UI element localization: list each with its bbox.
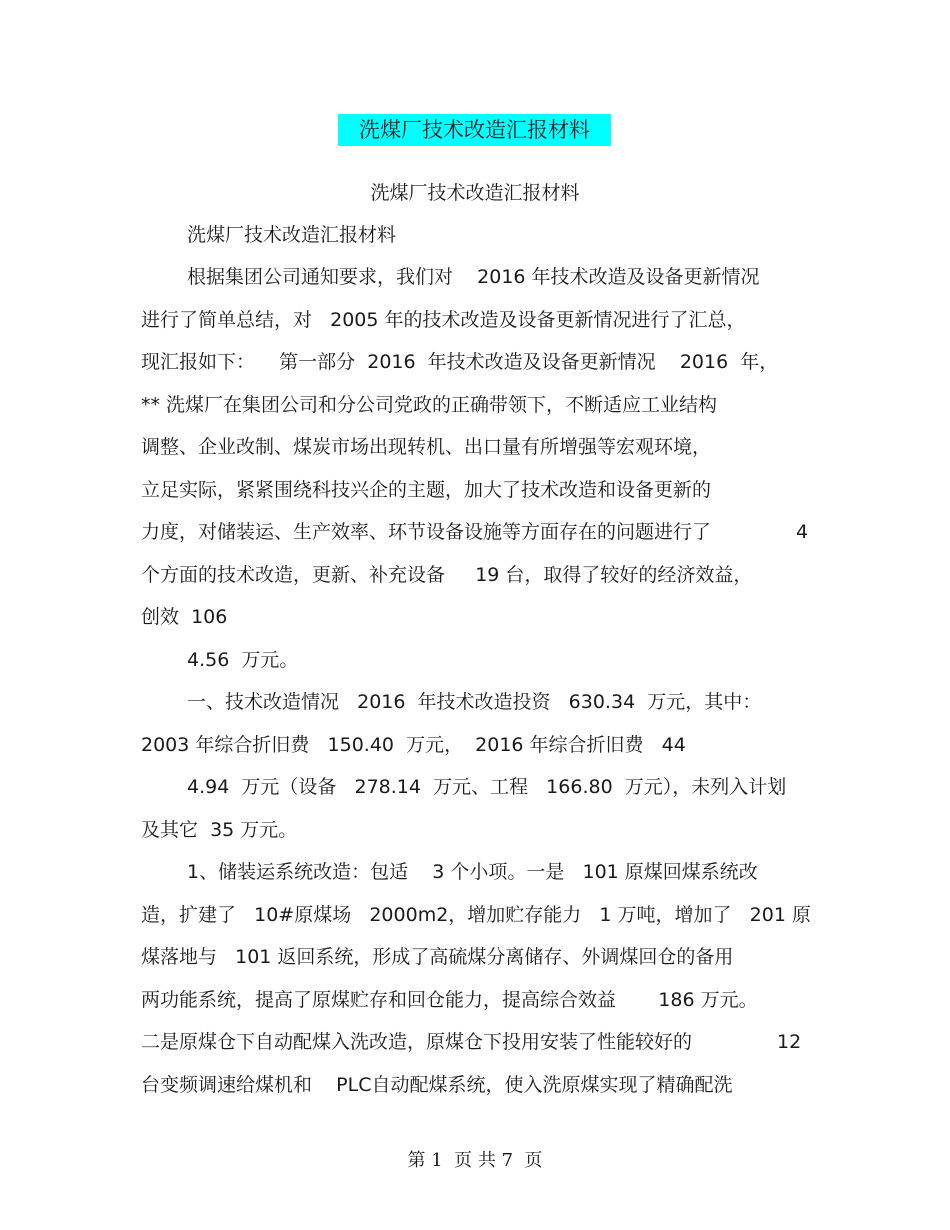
paragraph-line: 现汇报如下： 第一部分 2016 年技术改造及设备更新情况 2016 年， [141, 351, 779, 373]
paragraph-line: 创效 106 [141, 606, 228, 628]
paragraph-line: 二是原煤仓下自动配煤入洗改造，原煤仓下投用安装了性能较好的 [141, 1031, 693, 1053]
paragraph-line: 根据集团公司通知要求，我们对 2016 年技术改造及设备更新情况 [187, 266, 760, 288]
line-end-number: 4 [796, 521, 809, 543]
paragraph-line: 及其它 35 万元。 [141, 819, 298, 841]
paragraph-line: 一、技术改造情况 2016 年技术改造投资 630.34 万元，其中： [187, 691, 762, 713]
document-subtitle: 洗煤厂技术改造汇报材料 [370, 182, 580, 204]
paragraph-line: 调整、企业改制、煤炭市场出现转机、出口量有所增强等宏观环境， [141, 436, 712, 458]
paragraph-line: 造，扩建了 10#原煤场 2000m2，增加贮存能力 1 万吨，增加了 201 原 [141, 904, 811, 926]
paragraph-line: 立足实际，紧紧围绕科技兴企的主题，加大了技术改造和设备更新的 [141, 479, 712, 501]
paragraph-line: 洗煤厂技术改造汇报材料 [187, 224, 397, 246]
paragraph-line: 两功能系统，提高了原煤贮存和回仓能力，提高综合效益 186 万元。 [141, 989, 758, 1011]
paragraph-line: 4.56 万元。 [187, 649, 299, 671]
line-end-number: 12 [777, 1031, 802, 1053]
paragraph-line: 2003 年综合折旧费 150.40 万元， 2016 年综合折旧费 44 [141, 734, 686, 756]
paragraph-line: ** 洗煤厂在集团公司和分公司党政的正确带领下，不断适应工业结构 [141, 394, 718, 416]
page-footer: 第 1 页 共 7 页 [407, 1150, 543, 1171]
paragraph-line: 4.94 万元（设备 278.14 万元、工程 166.80 万元），未列入计划 [187, 776, 787, 798]
paragraph-line: 个方面的技术改造，更新、补充设备 19 台，取得了较好的经济效益， [141, 564, 753, 586]
paragraph-line: 进行了简单总结，对 2005 年的技术改造及设备更新情况进行了汇总， [141, 309, 746, 331]
paragraph-line: 1、储装运系统改造：包适 3 个小项。一是 101 原煤回煤系统改 [187, 861, 758, 883]
paragraph-line: 台变频调速给煤机和 PLC自动配煤系统，使入洗原煤实现了精确配洗 [141, 1074, 733, 1096]
document-title: 洗煤厂技术改造汇报材料 [338, 114, 611, 146]
paragraph-line: 力度，对储装运、生产效率、环节设备设施等方面存在的问题进行了 [141, 521, 712, 543]
paragraph-line: 煤落地与 101 返回系统，形成了高硫煤分离储存、外调煤回仓的备用 [141, 946, 734, 968]
